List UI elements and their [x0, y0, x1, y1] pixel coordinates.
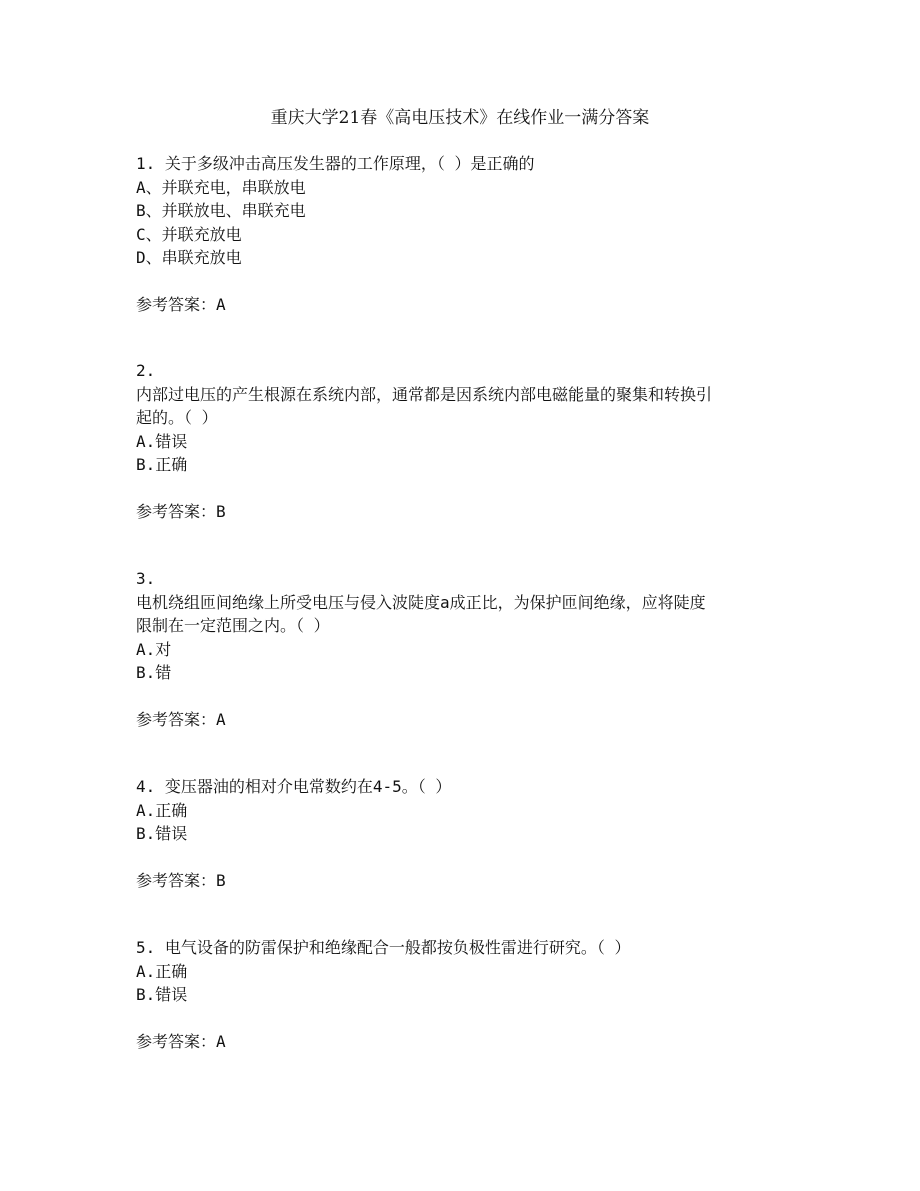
reference-answer: 参考答案：A — [136, 1032, 226, 1051]
question-stem: 5. 电气设备的防雷保护和绝缘配合一般都按负极性雷进行研究。（ ） — [136, 938, 631, 957]
option-a: A、并联充电，串联放电 — [136, 177, 306, 197]
question-4 — [136, 775, 796, 893]
reference-answer: 参考答案：B — [136, 502, 226, 521]
question-1 — [136, 152, 796, 317]
question-stem: 4. 变压器油的相对介电常数约在4-5。（ ） — [136, 777, 452, 796]
option-d: D、串联充放电 — [136, 248, 242, 267]
reference-answer: 参考答案：A — [136, 710, 226, 729]
question-3 — [136, 567, 796, 732]
question-stem-line-1: 电机绕组匝间绝缘上所受电压与侵入波陡度a成正比，为保护匝间绝缘，应将陡度 — [136, 592, 706, 612]
option-a: A.错误 — [136, 431, 188, 451]
question-stem-line-2: 起的。（ ） — [136, 408, 218, 427]
question-stem: 1. 关于多级冲击高压发生器的工作原理，（ ）是正确的 — [136, 154, 535, 173]
option-b: B.错误 — [136, 985, 188, 1004]
document-title: 重庆大学21春《高电压技术》在线作业一满分答案 — [270, 108, 650, 128]
option-c: C、并联充放电 — [136, 224, 242, 244]
question-stem-line-2: 限制在一定范围之内。（ ） — [136, 616, 330, 635]
option-a: A.正确 — [136, 800, 188, 820]
option-b: B.错 — [136, 663, 172, 682]
option-b: B.错误 — [136, 824, 188, 843]
option-b: B、并联放电、串联充电 — [136, 201, 306, 220]
question-stem-line-1: 内部过电压的产生根源在系统内部，通常都是因系统内部电磁能量的聚集和转换引 — [136, 384, 713, 404]
reference-answer: 参考答案：A — [136, 295, 226, 314]
option-a: A.对 — [136, 639, 172, 659]
question-2 — [136, 359, 796, 524]
question-5 — [136, 936, 796, 1054]
question-number: 2. — [136, 361, 156, 380]
question-number: 3. — [136, 569, 156, 588]
option-b: B.正确 — [136, 455, 188, 474]
option-a: A.正确 — [136, 961, 188, 981]
reference-answer: 参考答案：B — [136, 871, 226, 890]
